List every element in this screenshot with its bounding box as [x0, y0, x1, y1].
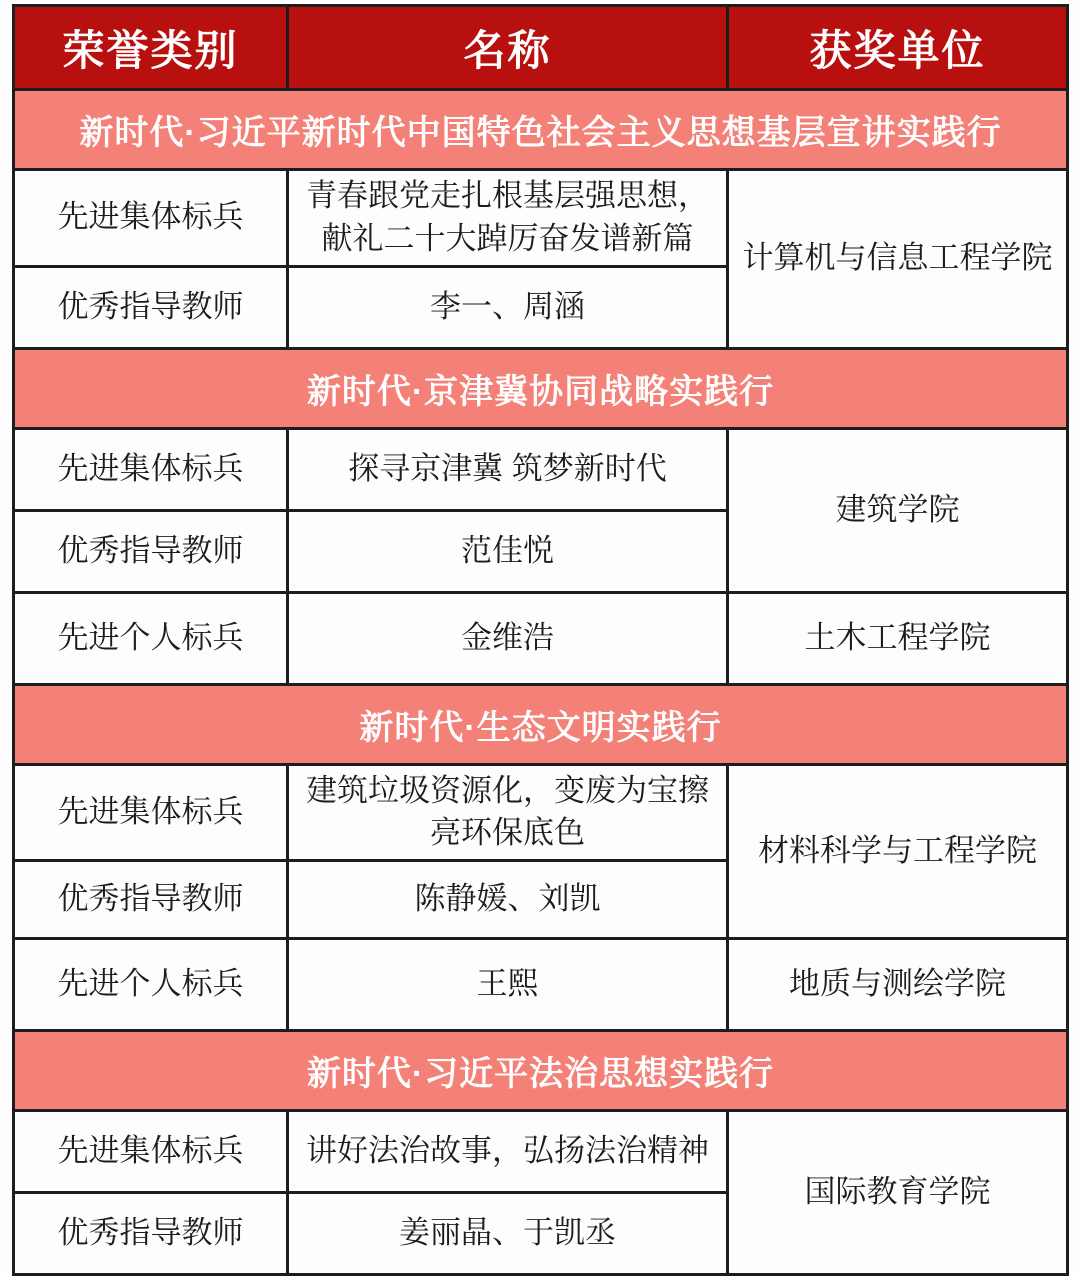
unit-cell: 建筑学院	[728, 428, 1068, 592]
table-row	[14, 170, 1068, 267]
category-cell: 先进集体标兵	[14, 428, 288, 510]
table-row	[14, 764, 1068, 861]
awards-table	[12, 4, 1069, 1276]
section-header-row	[14, 348, 1068, 428]
column-header-name: 名称	[288, 6, 728, 90]
section-title: 新时代·习近平新时代中国特色社会主义思想基层宣讲实践行	[14, 90, 1068, 170]
name-cell: 金维浩	[288, 592, 728, 684]
category-cell: 先进集体标兵	[14, 170, 288, 267]
section-header-row	[14, 1031, 1068, 1111]
unit-cell: 土木工程学院	[728, 592, 1068, 684]
awards-table-container	[12, 4, 1069, 1276]
name-cell: 姜丽晶、于凯丞	[288, 1193, 728, 1275]
unit-cell: 计算机与信息工程学院	[728, 170, 1068, 349]
name-cell: 青春跟党走扎根基层强思想，献礼二十大踔厉奋发谱新篇	[288, 170, 728, 267]
category-cell: 先进个人标兵	[14, 592, 288, 684]
category-cell: 先进个人标兵	[14, 939, 288, 1031]
section-header-row	[14, 684, 1068, 764]
header-row	[14, 6, 1068, 90]
name-cell: 建筑垃圾资源化，变废为宝擦亮环保底色	[288, 764, 728, 861]
unit-cell: 国际教育学院	[728, 1111, 1068, 1275]
name-cell: 陈静媛、刘凯	[288, 861, 728, 939]
unit-cell: 地质与测绘学院	[728, 939, 1068, 1031]
section-header-row	[14, 90, 1068, 170]
unit-cell: 材料科学与工程学院	[728, 764, 1068, 939]
table-row	[14, 1111, 1068, 1193]
section-title: 新时代·京津冀协同战略实践行	[14, 348, 1068, 428]
table-row	[14, 592, 1068, 684]
name-cell: 范佳悦	[288, 510, 728, 592]
column-header-category: 荣誉类别	[14, 6, 288, 90]
section-title: 新时代·习近平法治思想实践行	[14, 1031, 1068, 1111]
name-cell: 探寻京津冀 筑梦新时代	[288, 428, 728, 510]
category-cell: 优秀指导教师	[14, 266, 288, 348]
name-cell: 王熙	[288, 939, 728, 1031]
column-header-unit: 获奖单位	[728, 6, 1068, 90]
table-row	[14, 428, 1068, 510]
name-cell: 李一、周涵	[288, 266, 728, 348]
table-row	[14, 939, 1068, 1031]
category-cell: 优秀指导教师	[14, 861, 288, 939]
category-cell: 先进集体标兵	[14, 764, 288, 861]
name-cell: 讲好法治故事，弘扬法治精神	[288, 1111, 728, 1193]
category-cell: 优秀指导教师	[14, 1193, 288, 1275]
category-cell: 优秀指导教师	[14, 510, 288, 592]
category-cell: 先进集体标兵	[14, 1111, 288, 1193]
section-title: 新时代·生态文明实践行	[14, 684, 1068, 764]
